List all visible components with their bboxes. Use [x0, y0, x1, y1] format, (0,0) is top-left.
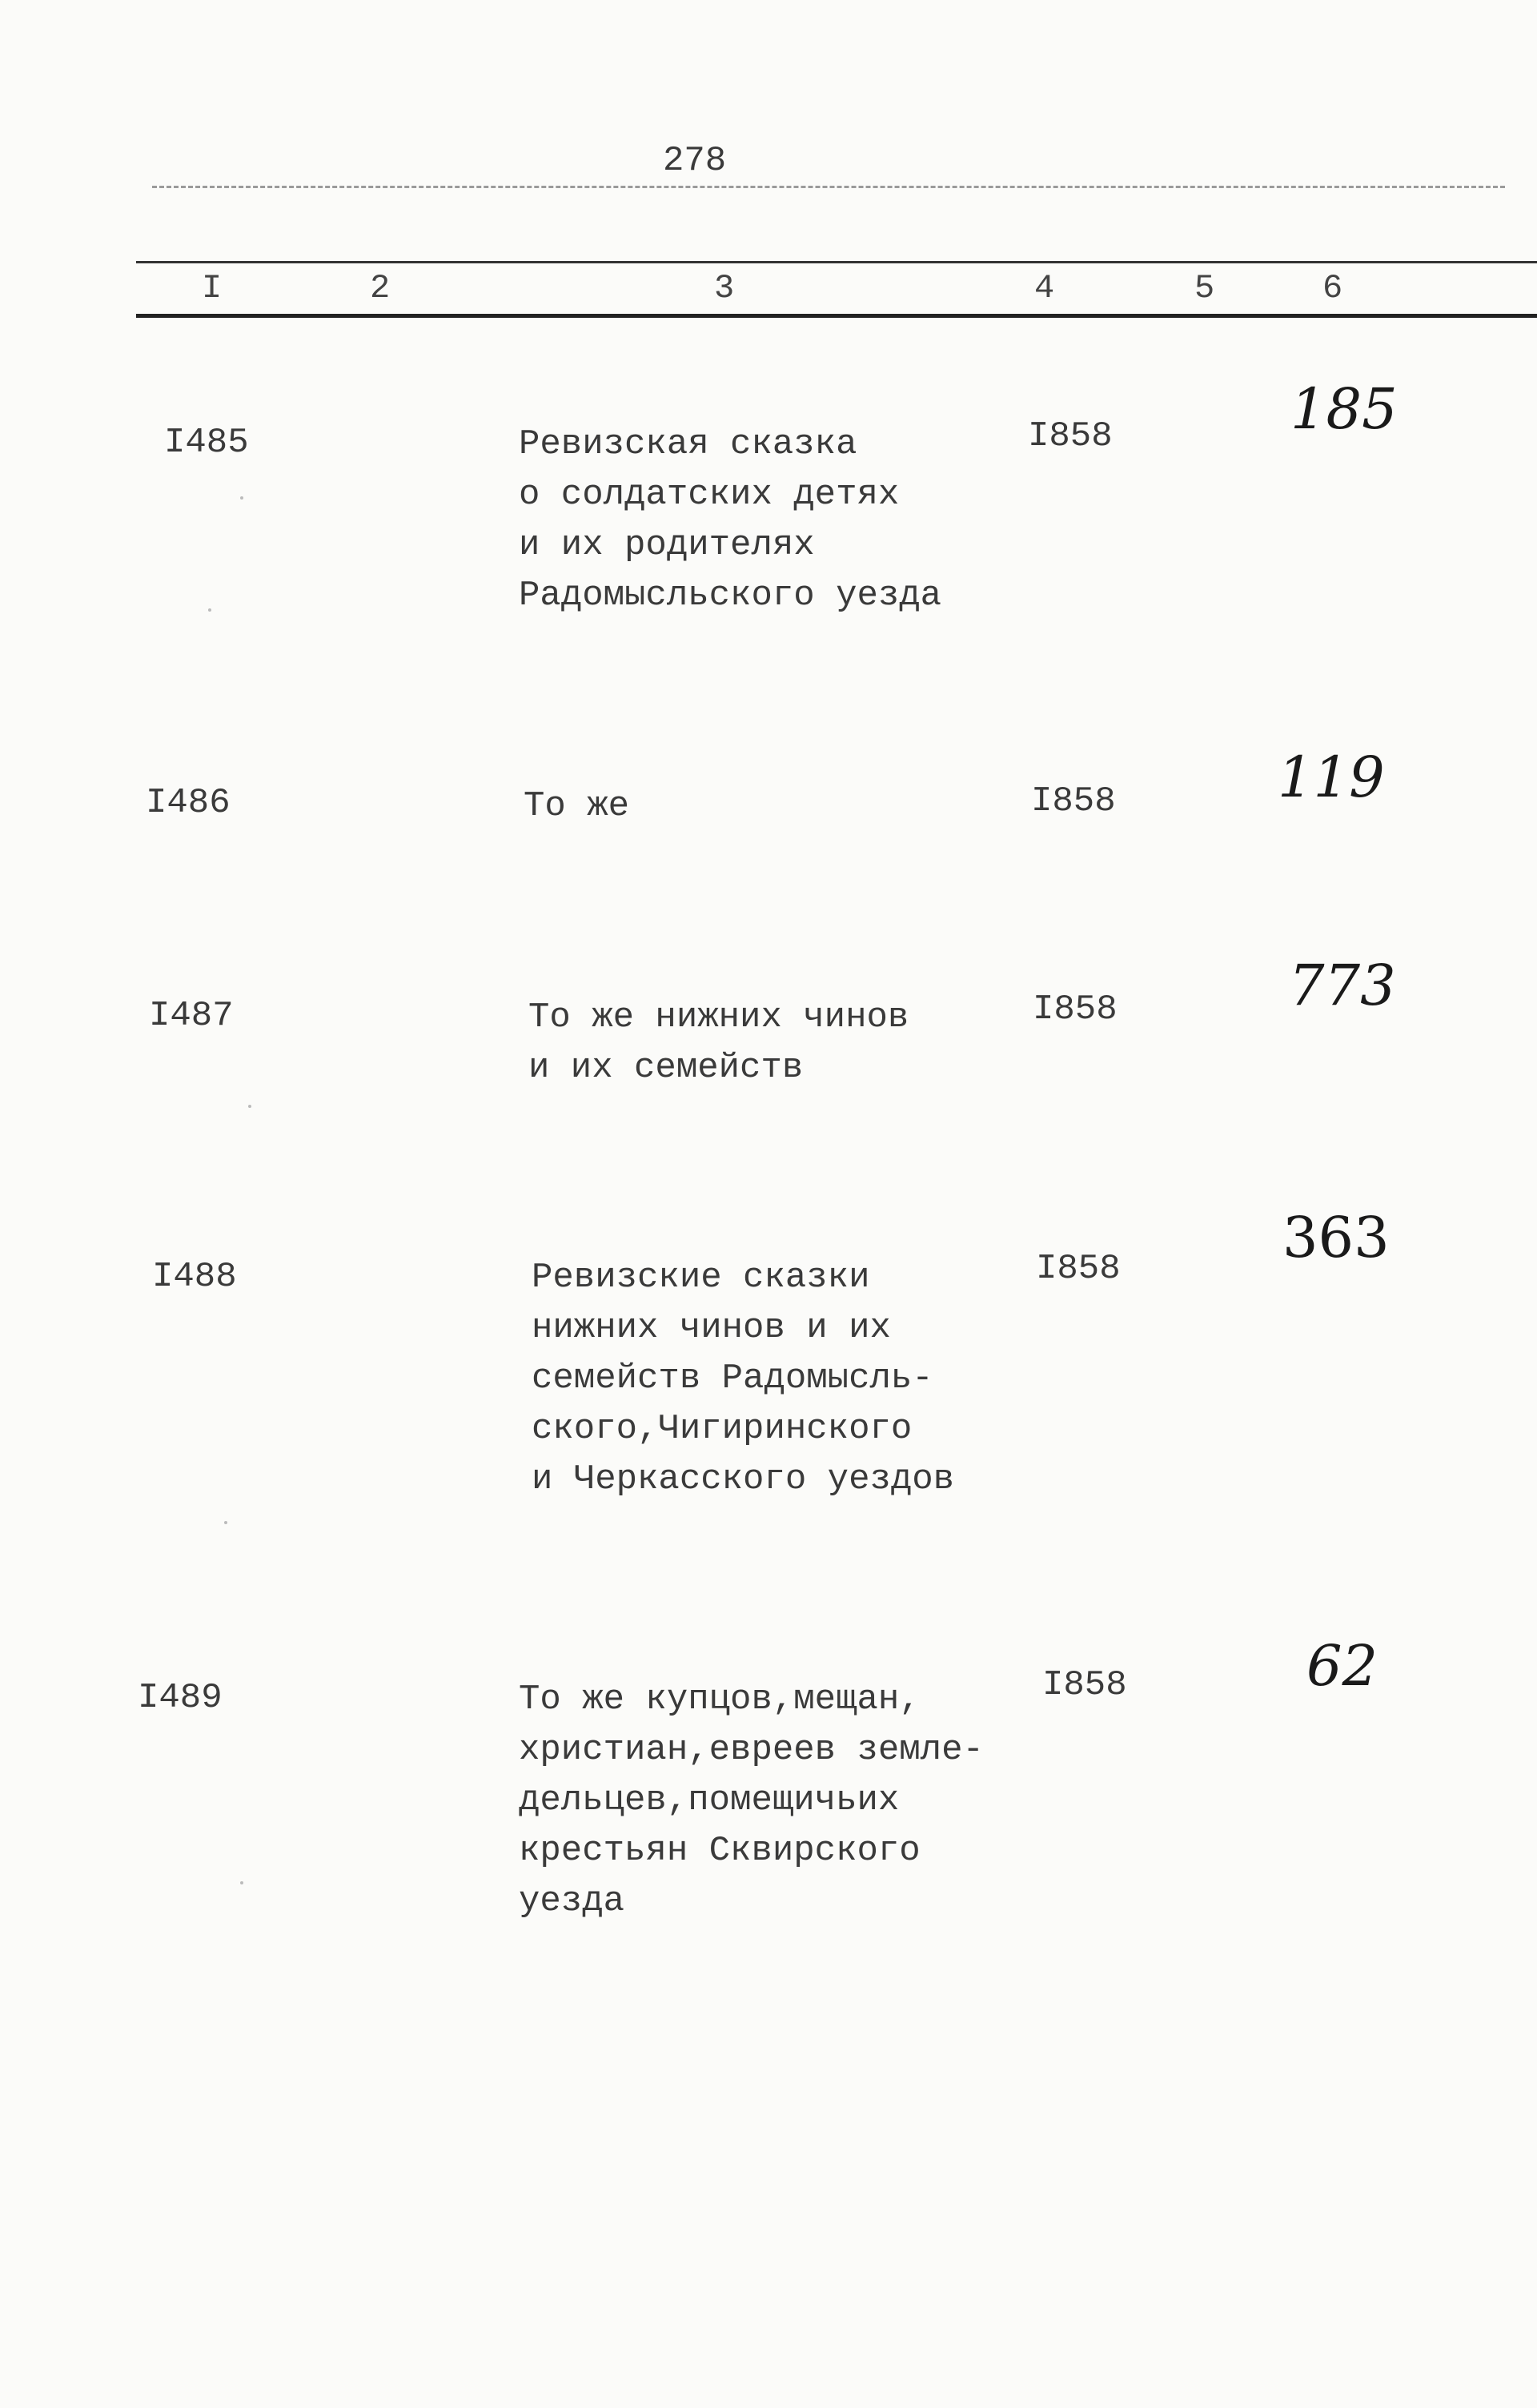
page-number: 278: [663, 141, 727, 181]
item-number: I489: [138, 1678, 223, 1718]
scan-speck: [224, 1521, 227, 1524]
item-sheets-handwritten: 62: [1306, 1633, 1378, 1699]
item-year: I858: [1036, 1249, 1121, 1289]
item-sheets-handwritten: 363: [1282, 1205, 1390, 1270]
header-bottom-rule: [136, 314, 1537, 318]
item-description: То же купцов,мещан, христиан,евреев земле- дельцев,помещичьих крестьян Сквирского уезда: [519, 1680, 984, 1921]
item-description: То же нижних чинов и их семейств: [528, 997, 909, 1088]
item-number: I488: [152, 1257, 237, 1297]
item-year: I858: [1033, 989, 1118, 1029]
item-sheets-handwritten: 185: [1290, 376, 1398, 442]
item-description: Ревизская сказка о солдатских детях и их родителях Радомысльского уезда: [519, 424, 942, 616]
item-sheets-handwritten: 119: [1278, 744, 1385, 810]
column-header-6: 6: [1322, 269, 1343, 307]
column-header-3: 3: [714, 269, 735, 307]
scan-speck: [208, 608, 211, 612]
scan-speck: [248, 1105, 251, 1108]
scan-speck: [240, 1881, 243, 1884]
item-year: I858: [1031, 781, 1116, 821]
item-number: I486: [146, 783, 231, 823]
item-description: Ревизские сказки нижних чинов и их семейств Радомысль- ского,Чигиринского и Черкасского уездов: [532, 1258, 955, 1499]
column-header-5: 5: [1194, 269, 1215, 307]
dotted-divider: [152, 186, 1505, 188]
header-top-rule: [136, 261, 1537, 263]
column-header-2: 2: [370, 269, 391, 307]
item-number: I485: [164, 423, 249, 463]
item-sheets-handwritten: 773: [1289, 953, 1396, 1018]
item-year: I858: [1042, 1665, 1127, 1705]
scan-speck: [240, 496, 243, 500]
item-number: I487: [149, 996, 234, 1036]
column-header-1: I: [202, 269, 223, 307]
item-year: I858: [1028, 416, 1113, 456]
item-description: То же: [524, 786, 630, 826]
column-header-4: 4: [1034, 269, 1055, 307]
